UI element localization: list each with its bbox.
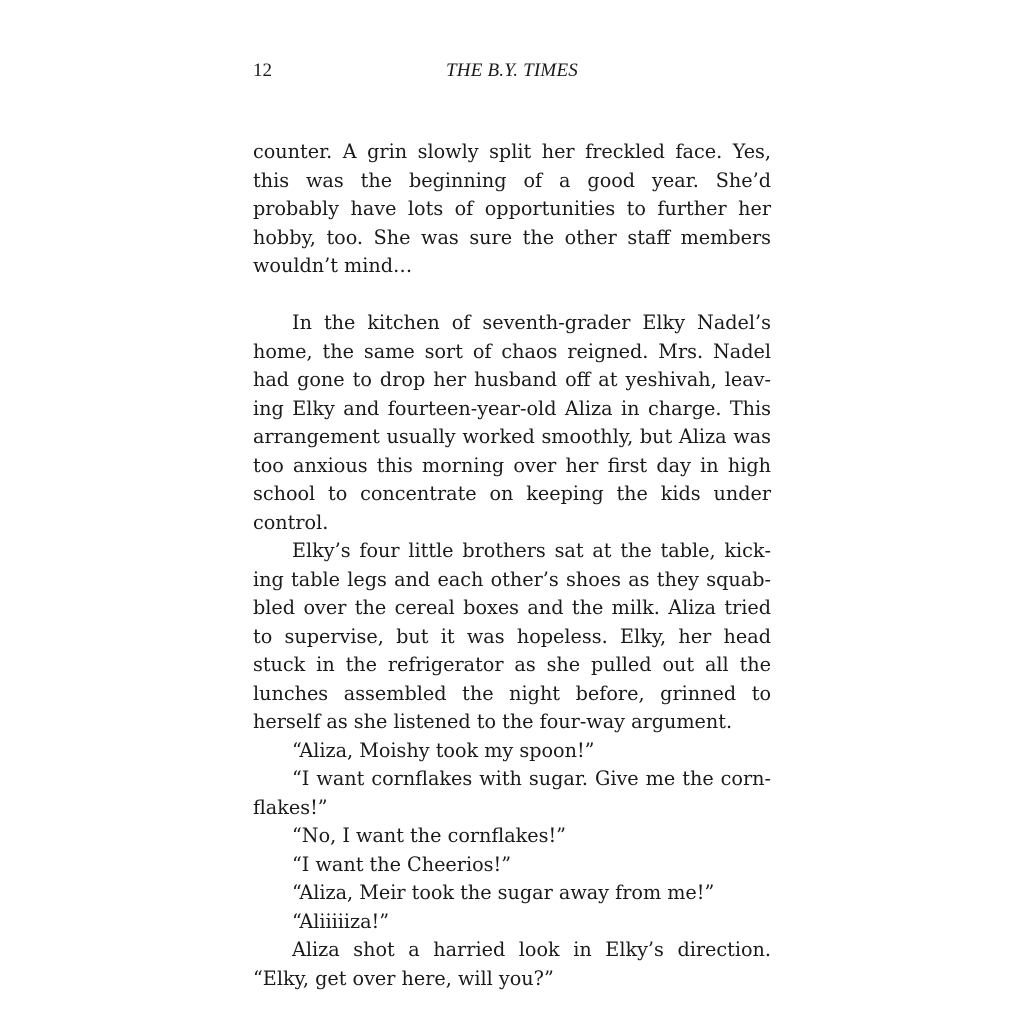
dialogue-line: “I want the Cheerios!” (292, 852, 512, 876)
paragraph-final: Aliza shot a harried look in Elky’s direction. “Elky, get over here, will you?” (253, 938, 771, 990)
dialogue-line: “Aliza, Meir took the sugar away from me!” (292, 881, 715, 904)
book-page (253, 60, 771, 993)
body-text (253, 138, 771, 993)
dialogue-line: “I want cornflakes with sugar. Give me the cornflakes!” (253, 767, 771, 819)
paragraph-brothers: Elky’s four little brothers sat at the table, kicking table legs and each other’s shoes as they squabbled over the cereal boxes and the milk. Aliza tried to supervise, but it was hopeless. Elky, her head stuck in the refrigerator as she pulled out all the lunches assembled the night before, grinned to herself as she listened to the four-way argument. (253, 539, 771, 733)
dialogue-line: “Aliiiiiza!” (292, 909, 390, 933)
running-title: THE B.Y. TIMES (446, 60, 578, 81)
dialogue-line: “No, I want the cornflakes!” (292, 824, 566, 847)
dialogue-line: “Aliza, Moishy took my spoon!” (292, 738, 595, 762)
paragraph-kitchen-scene: In the kitchen of seventh-grader Elky Nadel’s home, the same sort of chaos reigned. Mrs. Nadel had gone to drop her husband off at yeshivah, leaving Elky and fourteen-year-old Aliza in charge. This arrangement usually worked smoothly, but Aliza was too anxious this morning over her first day in high school to concentrate on keeping the kids under control. (253, 311, 771, 534)
running-head (253, 60, 771, 90)
paragraph-continued: counter. A grin slowly split her freckled face. Yes, this was the beginning of a good year. She’d probably have lots of opportunities to further her hobby, too. She was sure the other staff members wouldn’t mind… (253, 140, 771, 277)
page-number: 12 (253, 60, 272, 81)
